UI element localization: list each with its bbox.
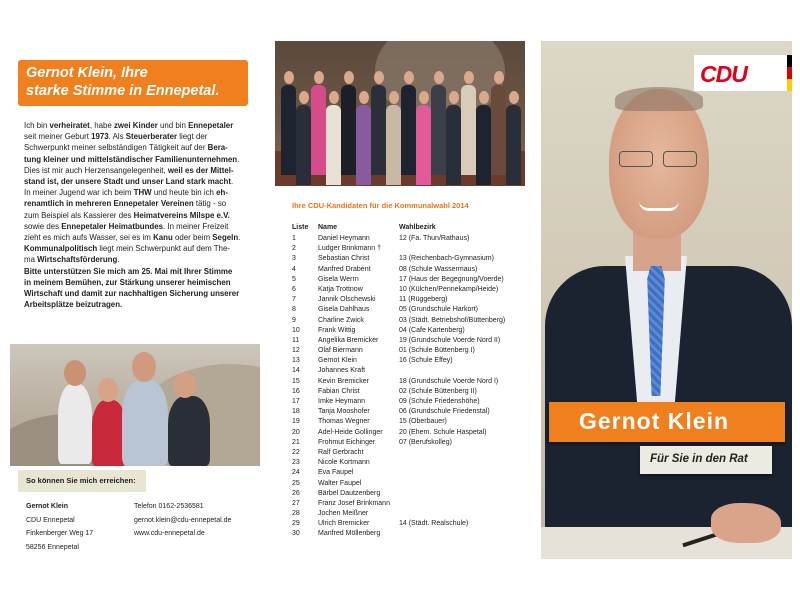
candidate-district: 12 (Fa. Thun/Rathaus) <box>399 235 470 242</box>
candidate-name: Frank Wittig <box>318 326 356 334</box>
candidate-district: 11 (Rüggeberg) <box>399 296 448 304</box>
bio-segment: Schwerpunkt meiner selbständigen Tätigkeit auf der <box>24 143 208 153</box>
contact-org: CDU Ennepetal <box>26 516 75 524</box>
bio-segment: oder beim <box>172 233 213 243</box>
candidate-name: Ludger Brinkmann † <box>318 245 382 253</box>
candidate-district: 09 (Schule Friedenshöhe) <box>399 398 480 405</box>
bio-segment: tätig - so <box>193 199 227 209</box>
contact-email[interactable]: gernot.klein@cdu-ennepetal.de <box>134 516 232 524</box>
candidate-name: Frohmut Eichinger <box>318 438 376 446</box>
bio-bold-segment: Bera- <box>207 143 228 153</box>
candidate-name: Thomas Wegner <box>318 418 370 426</box>
candidate-name: Jannik Olschewski <box>318 296 376 304</box>
bio-bold-segment: in meinem Bemühen, zur Stärkung unserer heimischen <box>24 277 231 287</box>
candidate-number: 20 <box>292 428 300 436</box>
bio-segment: zum Beispiel als Kassierer des <box>24 210 134 220</box>
candidate-name: Katja Trottnow <box>318 285 363 293</box>
candidate-district: 20 (Ehem. Schule Haspetal) <box>399 428 487 436</box>
contact-channels <box>134 500 231 541</box>
candidate-name: Ralf Gerbracht <box>318 448 364 456</box>
bio-bold-segment: stand ist, der unsere Stadt und unser Land stark macht <box>24 177 231 187</box>
candidate-name: Sebastian Christ <box>318 255 370 263</box>
candidate-number: 17 <box>292 398 300 405</box>
german-flag-icon <box>787 55 792 91</box>
bio-bold-segment: Bitte unterstützen Sie mich am 25. Mai mit Ihrer Stimme <box>24 266 233 276</box>
bio-segment: liegt mein Schwerpunkt auf dem The- <box>97 244 230 254</box>
group-person-head <box>344 71 354 84</box>
candidate-district: 07 (Berufskolleg) <box>399 438 452 446</box>
candidate-district: 10 (Külchen/Pennekamp/Heide) <box>399 285 499 293</box>
candidate-name: Ulrich Bremicker <box>318 520 370 528</box>
group-person <box>281 85 296 175</box>
group-person-head <box>284 71 294 84</box>
candidate-district: 17 (Haus der Begegnung/Voerde) <box>399 275 504 283</box>
group-person-head <box>314 71 324 84</box>
smile <box>639 201 679 211</box>
bio-bold-segment: weil es der Mittel- <box>167 165 234 175</box>
bio-bold-segment: Ennepetaler Heimatbundes <box>61 221 164 231</box>
candidate-number: 5 <box>292 275 296 283</box>
group-person <box>491 85 506 175</box>
candidate-district: 02 (Schule Büttenberg II) <box>399 387 477 395</box>
bio-bold-segment: Arbeitsplätze beizutragen. <box>24 300 123 310</box>
candidate-number: 16 <box>292 387 300 395</box>
candidate-number: 19 <box>292 418 300 426</box>
candidate-name: Bärbel Dautzenberg <box>318 489 381 497</box>
bio-line <box>24 288 242 299</box>
contact-name: Gernot Klein <box>26 503 69 510</box>
candidate-district: 08 (Schule Wassermaus) <box>399 265 478 273</box>
bio-segment: und heute bin ich <box>151 188 217 198</box>
bio-segment: zieht es mich aufs Wasser, sei es im <box>24 233 154 243</box>
candidate-number: 7 <box>292 296 296 304</box>
bio-line <box>24 210 242 221</box>
candidate-number: 26 <box>292 489 300 497</box>
bio-bold-segment: verheiratet <box>49 121 90 130</box>
candidate-district: 01 (Schule Büttenberg I) <box>399 347 475 355</box>
candidate-number: 25 <box>292 479 300 487</box>
candidate-name: Adel-Heide Gollinger <box>318 428 383 436</box>
bio-line <box>24 299 242 310</box>
bio-segment: . <box>117 255 120 265</box>
candidate-number: 11 <box>292 336 300 344</box>
candidate-name: Manfred Möllenberg <box>318 530 381 538</box>
group-person-head <box>494 71 504 84</box>
bio-segment: . <box>230 177 234 187</box>
group-person-head <box>359 91 369 104</box>
group-person <box>416 105 431 185</box>
group-person-head <box>479 91 489 104</box>
bio-line <box>24 165 242 176</box>
group-person-head <box>449 91 459 104</box>
col-name-header: Name <box>318 224 338 231</box>
candidate-district: 06 (Grundschule Friedenstal) <box>399 408 490 416</box>
group-person <box>326 105 341 185</box>
bio-line <box>24 142 242 153</box>
candidate-district: 03 (Städt. Betriebshof/Büttenberg) <box>399 316 506 324</box>
candidate-number: 30 <box>292 530 300 538</box>
candidate-number: 15 <box>292 377 300 385</box>
group-person-head <box>404 71 414 84</box>
candidate-number: 2 <box>292 245 296 253</box>
candidate-name: Gisela Dahlhaus <box>318 306 370 314</box>
bio-segment: ma <box>24 255 38 265</box>
candidate-name: Tanja Mooshofer <box>318 408 370 416</box>
slogan-box: Für Sie in den Rat <box>640 446 772 474</box>
headline-box <box>18 60 248 106</box>
bio-line <box>24 243 242 254</box>
group-person <box>506 105 521 185</box>
bio-bold-segment: Segeln <box>212 233 239 243</box>
bio-bold-segment: Ennepetaler <box>188 121 234 130</box>
col-district-header: Wahlbezirk <box>399 224 436 231</box>
candidate-number: 23 <box>292 459 300 467</box>
group-person <box>446 105 461 185</box>
bio-segment: seit meiner Geburt <box>24 132 92 142</box>
group-person <box>341 85 356 175</box>
candidate-name: Jochen Meißner <box>318 510 369 518</box>
col-list-header: Liste <box>292 224 309 231</box>
bio-segment: liegt der <box>177 132 208 142</box>
candidate-number: 24 <box>292 469 300 477</box>
candidate-name: Imke Heymann <box>318 398 366 405</box>
bio-bold-segment: tung kleiner und mittelständischer Familienunternehmen <box>24 154 238 164</box>
contact-city: 58256 Ennepetal <box>26 543 79 551</box>
candidate-number: 29 <box>292 520 300 528</box>
group-person <box>371 85 386 175</box>
bio-bold-segment: Kanu <box>153 233 173 243</box>
candidate-name: Gisela Werrn <box>318 275 359 283</box>
group-person-head <box>509 91 519 104</box>
bio-bold-segment: Kommunalpolitisch <box>24 244 98 254</box>
candidate-district: 18 (Grundschule Voerde Nord I) <box>399 377 499 385</box>
group-person <box>401 85 416 175</box>
group-person-head <box>329 91 339 104</box>
candidate-number: 27 <box>292 499 300 507</box>
headline-line-1: Gernot Klein, Ihre <box>26 65 148 81</box>
bio-line <box>24 254 242 265</box>
candidates-title: Ihre CDU-Kandidaten für die Kommunalwahl 2014 <box>292 201 469 210</box>
candidate-number: 28 <box>292 510 300 518</box>
bio-segment: In meiner Jugend war ich beim <box>24 188 134 198</box>
candidate-district: 19 (Grundschule Voerde Nord II) <box>399 336 501 344</box>
cdu-logo-text: CDU <box>700 61 747 87</box>
group-person-head <box>299 91 309 104</box>
bio-line <box>24 154 242 165</box>
group-photo <box>275 41 525 186</box>
group-person-head <box>389 91 399 104</box>
contact-address <box>26 500 93 554</box>
bio-bold-segment: renamtlich in mehreren Ennepetaler Vereinen <box>24 199 194 209</box>
candidate-name: Charline Zwick <box>318 316 364 324</box>
candidate-name: Angelika Bremicker <box>318 336 379 344</box>
group-person-head <box>374 71 384 84</box>
candidate-district: 16 (Schule Effey) <box>399 357 453 365</box>
cdu-logo <box>694 55 792 91</box>
glasses <box>617 151 701 169</box>
hair <box>615 87 703 111</box>
contact-web[interactable]: www.cdu-ennepetal.de <box>134 530 205 537</box>
hand <box>711 503 781 543</box>
bio-line <box>24 277 242 288</box>
bio-segment: sowie des <box>24 221 62 231</box>
bio-line <box>24 120 242 131</box>
bio-line <box>24 221 242 232</box>
contact-phone: Telefon 0162-2536581 <box>134 503 204 510</box>
headline-line-2: starke Stimme in Ennepetal. <box>26 83 220 99</box>
candidate-number: 13 <box>292 357 300 365</box>
bio-bold-segment: eh- <box>216 188 228 198</box>
bio-bold-segment: Wirtschaftsförderung <box>37 255 118 265</box>
candidate-district: 05 (Grundschule Harkort) <box>399 306 478 314</box>
candidate-number: 21 <box>292 438 300 446</box>
bio-segment: . Als <box>108 132 126 142</box>
bio-bold-segment: Steuerberater <box>125 132 178 142</box>
contact-street: Finkenberger Weg 17 <box>26 530 94 537</box>
candidate-name: Walter Faupel <box>318 479 362 487</box>
candidate-number: 6 <box>292 285 296 293</box>
group-person <box>431 85 446 175</box>
family-photo <box>10 344 260 466</box>
bio-bold-segment: Heimatvereins Milspe e.V. <box>133 210 230 220</box>
bio-text <box>24 120 242 310</box>
candidate-name: Eva Faupel <box>318 469 354 477</box>
candidate-number: 1 <box>292 235 296 242</box>
candidate-number: 10 <box>292 326 300 334</box>
candidate-name: Manfred Drabent <box>318 265 371 273</box>
candidate-number: 4 <box>292 265 296 273</box>
bio-line <box>24 232 242 243</box>
candidate-district: 04 (Cafe Kartenberg) <box>399 326 465 334</box>
candidate-number: 22 <box>292 448 300 456</box>
group-person <box>476 105 491 185</box>
group-person <box>356 105 371 185</box>
bio-line <box>24 266 242 277</box>
group-person <box>311 85 326 175</box>
bio-line <box>24 131 242 142</box>
candidate-name: Olaf Biermann <box>318 347 363 355</box>
candidate-number: 14 <box>292 367 300 375</box>
bio-segment: und bin <box>157 121 189 130</box>
contact-heading: So können Sie mich erreichen: <box>18 470 146 492</box>
bio-line <box>24 198 242 209</box>
candidate-number: 12 <box>292 347 300 355</box>
bio-line <box>24 176 242 187</box>
group-person <box>386 105 401 185</box>
bio-bold-segment: 1973 <box>91 132 109 142</box>
candidate-name: Nicole Kortmann <box>318 459 370 467</box>
candidate-district: 15 (Oberbauer) <box>399 418 447 426</box>
bio-bold-segment: Wirtschaft und damit zur nachhaltigen Sicherung unserer <box>24 289 240 299</box>
candidate-number: 8 <box>292 306 296 314</box>
candidate-number: 3 <box>292 255 296 263</box>
group-person-head <box>464 71 474 84</box>
candidate-name: Fabian Christ <box>318 387 360 395</box>
candidate-district: 14 (Städt. Realschule) <box>399 520 469 528</box>
bio-bold-segment: zwei Kinder <box>113 121 158 130</box>
group-person-head <box>434 71 444 84</box>
bio-segment: . In meiner Freizeit <box>163 221 229 231</box>
bio-segment: . <box>237 154 240 164</box>
bio-segment: Dies ist mir auch Herzensangelegenheit, <box>24 165 168 175</box>
candidate-name: Gernot Klein <box>318 357 357 365</box>
candidate-portrait-panel <box>541 41 792 559</box>
candidate-number: 18 <box>292 408 300 416</box>
group-person-head <box>419 91 429 104</box>
candidate-name: Johannes Kraft <box>318 367 366 375</box>
bio-segment: Ich bin <box>24 121 50 130</box>
candidate-name: Daniel Heymann <box>318 235 370 242</box>
bio-bold-segment: THW <box>133 188 152 198</box>
group-person <box>461 85 476 175</box>
bio-line <box>24 187 242 198</box>
bio-segment: , habe <box>89 121 114 130</box>
candidate-district: 13 (Reichenbach-Gymnasium) <box>399 255 494 263</box>
group-person <box>296 105 311 185</box>
bio-segment: . <box>238 233 241 243</box>
candidate-name: Franz Josef Brinkmann <box>318 499 390 507</box>
candidate-number: 9 <box>292 316 296 324</box>
name-banner: Gernot Klein <box>549 402 785 442</box>
candidate-name: Kevin Bremicker <box>318 377 369 385</box>
